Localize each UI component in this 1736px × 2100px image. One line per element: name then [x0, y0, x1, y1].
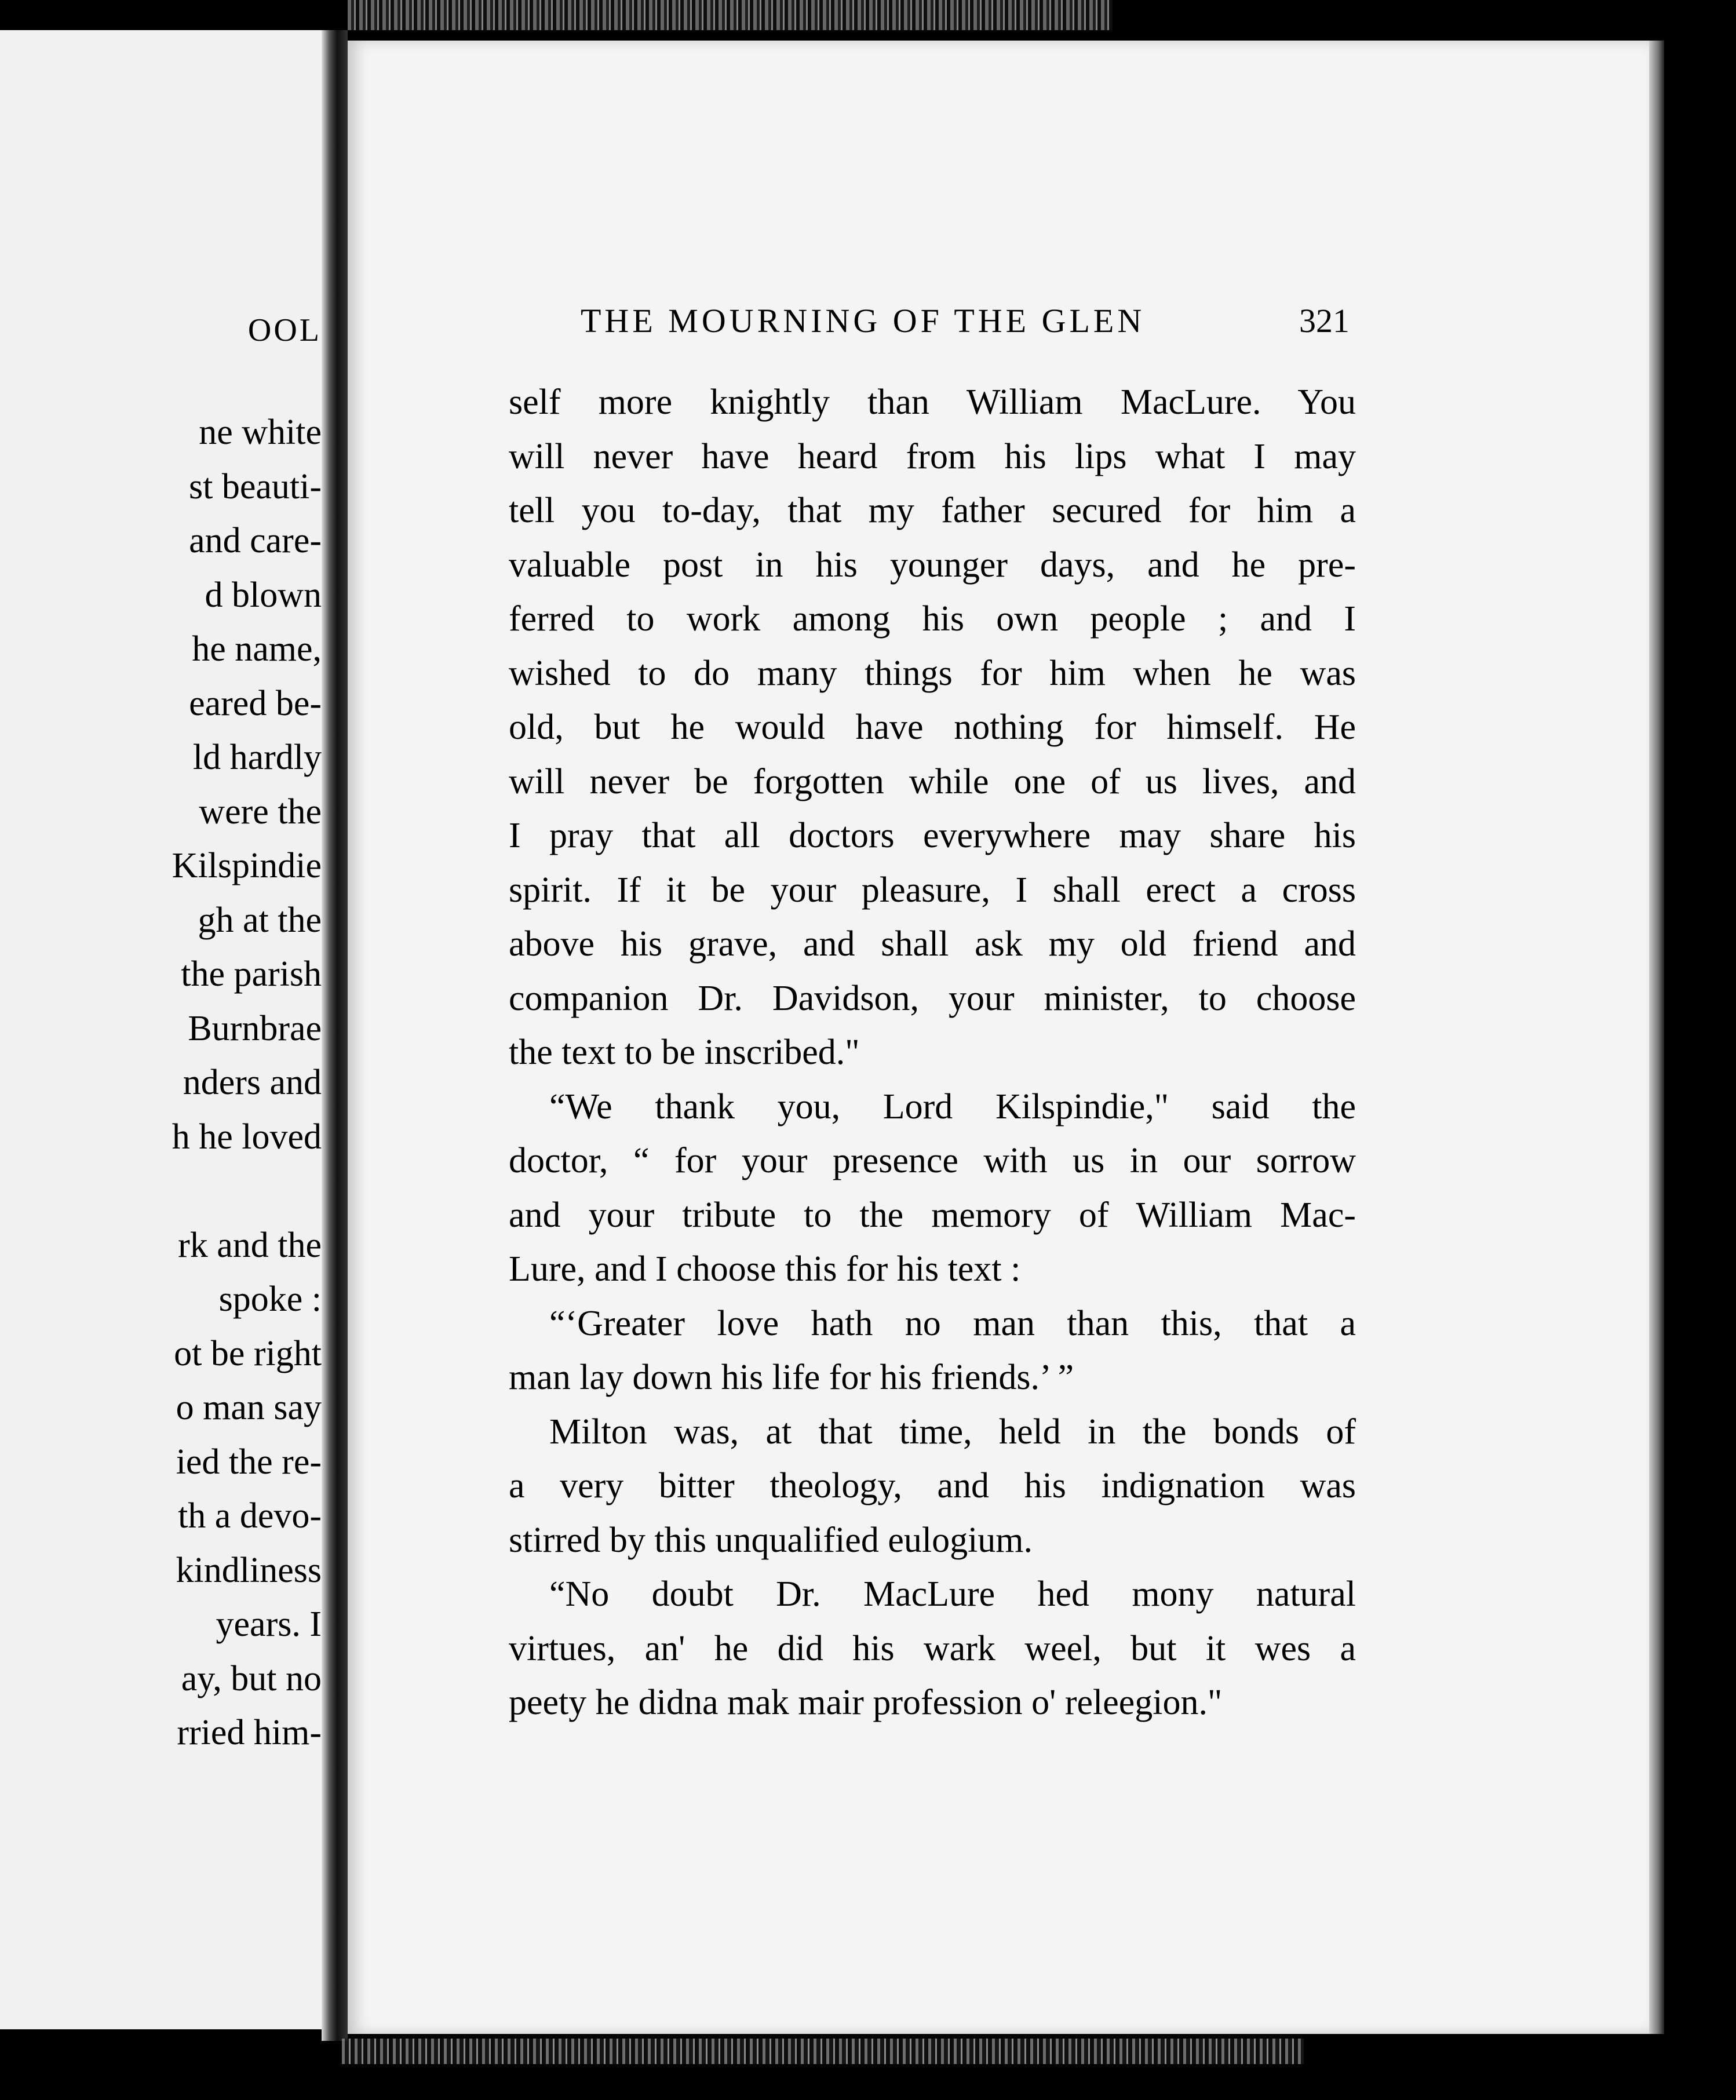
text-line: man lay down his life for his friends.’ ”	[509, 1358, 1074, 1397]
left-text-line: spoke :	[218, 1279, 322, 1319]
left-text-line: Burnbrae	[188, 1008, 322, 1048]
text-line: Lure, and I choose this for his text :	[509, 1249, 1021, 1289]
left-text-line: he name,	[192, 629, 322, 669]
text-line: ferred to work among his own people ; and I	[509, 599, 1356, 639]
text-line: above his grave, and shall ask my old friend and	[509, 924, 1356, 964]
right-page-edge	[1649, 41, 1664, 2034]
left-page	[0, 30, 322, 2029]
bottom-binding-edge	[342, 2039, 1304, 2064]
left-text-line: st beauti-	[189, 466, 322, 506]
text-line: virtues, an' he did his wark weel, but it wes a	[509, 1628, 1356, 1668]
left-text-line: gh at the	[198, 900, 322, 940]
text-line: “No doubt Dr. MacLure hed mony natural	[549, 1574, 1356, 1614]
left-column	[0, 30, 322, 2029]
right-body-text	[509, 375, 1356, 1730]
text-line: self more knightly than William MacLure. You	[509, 382, 1356, 422]
text-line: I pray that all doctors everywhere may share his	[509, 816, 1356, 855]
text-line: doctor, “ for your presence with us in our sorrow	[509, 1141, 1356, 1180]
left-text-line: th a devo-	[178, 1496, 322, 1536]
left-text-line: were the	[199, 792, 322, 832]
book-gutter	[322, 30, 348, 2041]
text-line: and your tribute to the memory of William Mac-	[509, 1195, 1356, 1235]
left-text-line: and care-	[189, 521, 322, 560]
text-line: “We thank you, Lord Kilspindie," said the	[549, 1087, 1356, 1126]
left-text-line: the parish	[181, 954, 322, 994]
text-line: “‘Greater love hath no man than this, that a	[549, 1303, 1356, 1343]
left-running-head: OOL	[247, 312, 322, 348]
text-line: will never have heard from his lips what I may	[509, 436, 1356, 476]
running-head: THE MOURNING OF THE GLEN	[581, 302, 1146, 340]
text-line: wished to do many things for him when he was	[509, 653, 1356, 693]
text-line: old, but he would have nothing for himself. He	[509, 708, 1356, 747]
top-binding-edge	[348, 0, 1113, 30]
left-text-line: ot be right	[174, 1333, 322, 1373]
left-body-text	[172, 406, 322, 1760]
left-text-line: Kilspindie	[172, 846, 322, 885]
left-text-line: d blown	[205, 575, 322, 615]
left-text-line: eared be-	[189, 683, 322, 723]
left-text-line: ay, but no	[181, 1658, 322, 1698]
left-text-line: h he loved	[172, 1117, 322, 1157]
left-text-line: ied the re-	[176, 1442, 322, 1482]
page-number: 321	[1299, 302, 1350, 340]
text-line: the text to be inscribed."	[509, 1033, 860, 1072]
left-text-line: o man say	[176, 1388, 322, 1427]
text-line: tell you to-day, that my father secured for him a	[509, 491, 1356, 530]
text-line: peety he didna mak mair profession o' releegion."	[509, 1683, 1223, 1722]
text-line: stirred by this unqualified eulogium.	[509, 1520, 1033, 1560]
left-text-line: rk and the	[178, 1225, 322, 1265]
left-text-line: ne white	[199, 413, 322, 452]
text-line: will never be forgotten while one of us lives, and	[509, 761, 1356, 801]
left-text-line: kindliness	[176, 1550, 322, 1590]
left-text-line: ld hardly	[192, 738, 322, 777]
left-text-line: nders and	[183, 1063, 322, 1102]
text-line: Milton was, at that time, held in the bonds of	[549, 1412, 1356, 1452]
left-text-line	[172, 1164, 322, 1219]
left-text-line: years. I	[216, 1605, 322, 1644]
text-line: spirit. If it be your pleasure, I shall erect a cross	[509, 870, 1356, 910]
left-text-line: rried him-	[177, 1713, 322, 1752]
text-line: a very bitter theology, and his indignation was	[509, 1466, 1356, 1505]
text-line: valuable post in his younger days, and he pre-	[509, 545, 1356, 585]
text-line: companion Dr. Davidson, your minister, to choose	[509, 978, 1356, 1018]
